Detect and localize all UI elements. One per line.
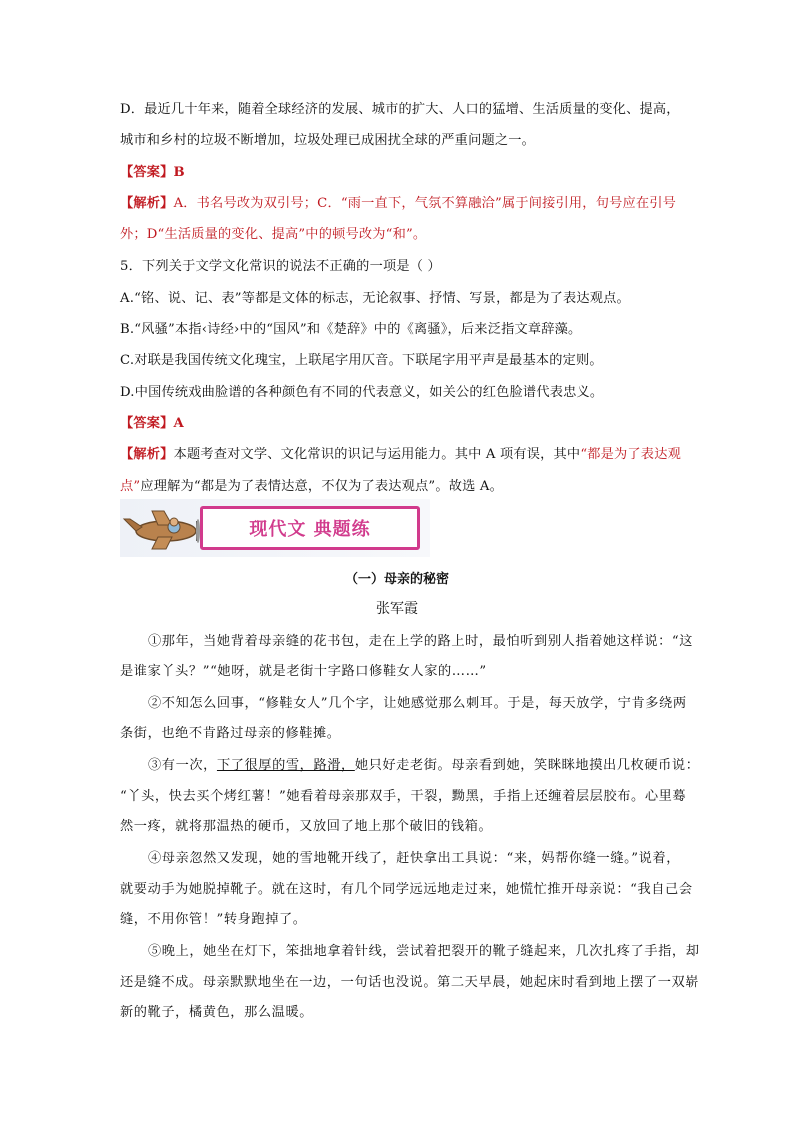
analysis-1-line2: 外；D“生活质量的变化、提高”中的顿号改为“和”。 (120, 227, 427, 242)
option-d-line2: 城市和乡村的垃圾不断增加，垃圾处理已成困扰全球的严重问题之一。 (120, 133, 536, 148)
paragraph-4-line1: ④母亲忽然又发现，她的雪地靴开线了，赶快拿出工具说：“来，妈帮你缝一缝。”说着， (148, 851, 681, 866)
analysis-text: 本题考查对文学、文化常识的识记与运用能力。其中 A 项有误，其中 (173, 447, 581, 462)
answer-1: 【答案】B (120, 165, 185, 180)
paragraph-2-line1: ②不知怎么回事，“修鞋女人”几个字，让她感觉那么刺耳。于是，每天放学，宁肯多绕两 (148, 696, 687, 711)
question-5: 5．下列关于文学文化常识的说法不正确的一项是（ ） (120, 259, 441, 274)
paragraph-4-line2: 就要动手为她脱掉靴子。就在这时，有几个同学远远地走过来，她慌忙推开母亲说：“我自己会 (120, 882, 693, 897)
analysis-1-line1 (120, 192, 676, 211)
passage-title: （一）母亲的秘密 (344, 572, 449, 587)
analysis-quote: 点” (120, 479, 141, 494)
analysis-2-line2 (120, 475, 503, 494)
section-banner (120, 499, 430, 557)
paragraph-3-line2: “丫头，快去买个烤红薯！”她看着母亲那双手，干裂，黝黑，手指上还缠着层层胶布。心里蓦 (120, 789, 687, 804)
analysis-2-line1 (120, 443, 681, 462)
paragraph-text: 她只好走老街。母亲看到她，笑眯眯地摸出几枚硬币说： (354, 758, 700, 773)
analysis-label: 【解析】 (120, 447, 174, 462)
paragraph-1-line1: ①那年，当她背着母亲缝的花书包，走在上学的路上时，最怕听到别人指着她这样说：“这 (148, 634, 694, 649)
paragraph-3-line3: 然一疼，就将那温热的硬币，又放回了地上那个破旧的钱箱。 (120, 819, 493, 834)
analysis-text: A．书名号改为双引号；C．“雨一直下，气氛不算融洽”属于间接引用，句号应在引号 (173, 196, 677, 211)
answer-2: 【答案】A (120, 416, 184, 431)
question-5-option-a: A.“铭、说、记、表”等都是文体的标志，无论叙事、抒情、写景，都是为了表达观点。 (120, 291, 630, 306)
paragraph-5-line2: 还是缝不成。母亲默默地坐在一边，一句话也没说。第二天早晨，她起床时看到地上摆了一双崭 (120, 975, 700, 990)
paragraph-1-line2: 是谁家丫头？”“她呀，就是老街十字路口修鞋女人家的……” (120, 664, 487, 679)
analysis-text: 应理解为“都是为了表情达意，不仅为了表达观点”。故选 A。 (140, 479, 504, 494)
underlined-phrase: 下了很厚的雪，路滑， (216, 758, 355, 773)
paragraph-5-line3: 新的靴子，橘黄色，那么温暖。 (120, 1005, 314, 1020)
paragraph-text: ③有一次， (148, 758, 217, 773)
paragraph-4-line3: 缝，不用你管！”转身跑掉了。 (120, 912, 307, 927)
paragraph-5-line1: ⑤晚上，她坐在灯下，笨拙地拿着针线，尝试着把裂开的靴子缝起来，几次扎疼了手指，却 (148, 944, 700, 959)
question-5-option-d: D.中国传统戏曲脸谱的各种颜色有不同的代表意义，如关公的红色脸谱代表忠义。 (120, 385, 604, 400)
passage-author: 张军霞 (376, 601, 418, 617)
analysis-label: 【解析】 (120, 196, 174, 211)
question-5-option-b: B.“风骚”本指‹诗经›中的“国风”和《楚辞》中的《离骚》，后来泛指文章辞藻。 (120, 322, 582, 337)
airplane-icon (122, 505, 208, 553)
banner-title: 现代文 典题练 (249, 519, 371, 540)
paragraph-3-line1 (148, 754, 700, 773)
option-d-line1: D．最近几十年来，随着全球经济的发展、城市的扩大、人口的猛增、生活质量的变化、提高， (120, 102, 680, 117)
banner-title-box (200, 506, 420, 550)
question-5-option-c: C.对联是我国传统文化瑰宝，上联尾字用仄音。下联尾字用平声是最基本的定则。 (120, 353, 603, 368)
analysis-quote: “都是为了表达观 (580, 447, 681, 462)
paragraph-2-line2: 条街，也绝不肯路过母亲的修鞋摊。 (120, 726, 341, 741)
